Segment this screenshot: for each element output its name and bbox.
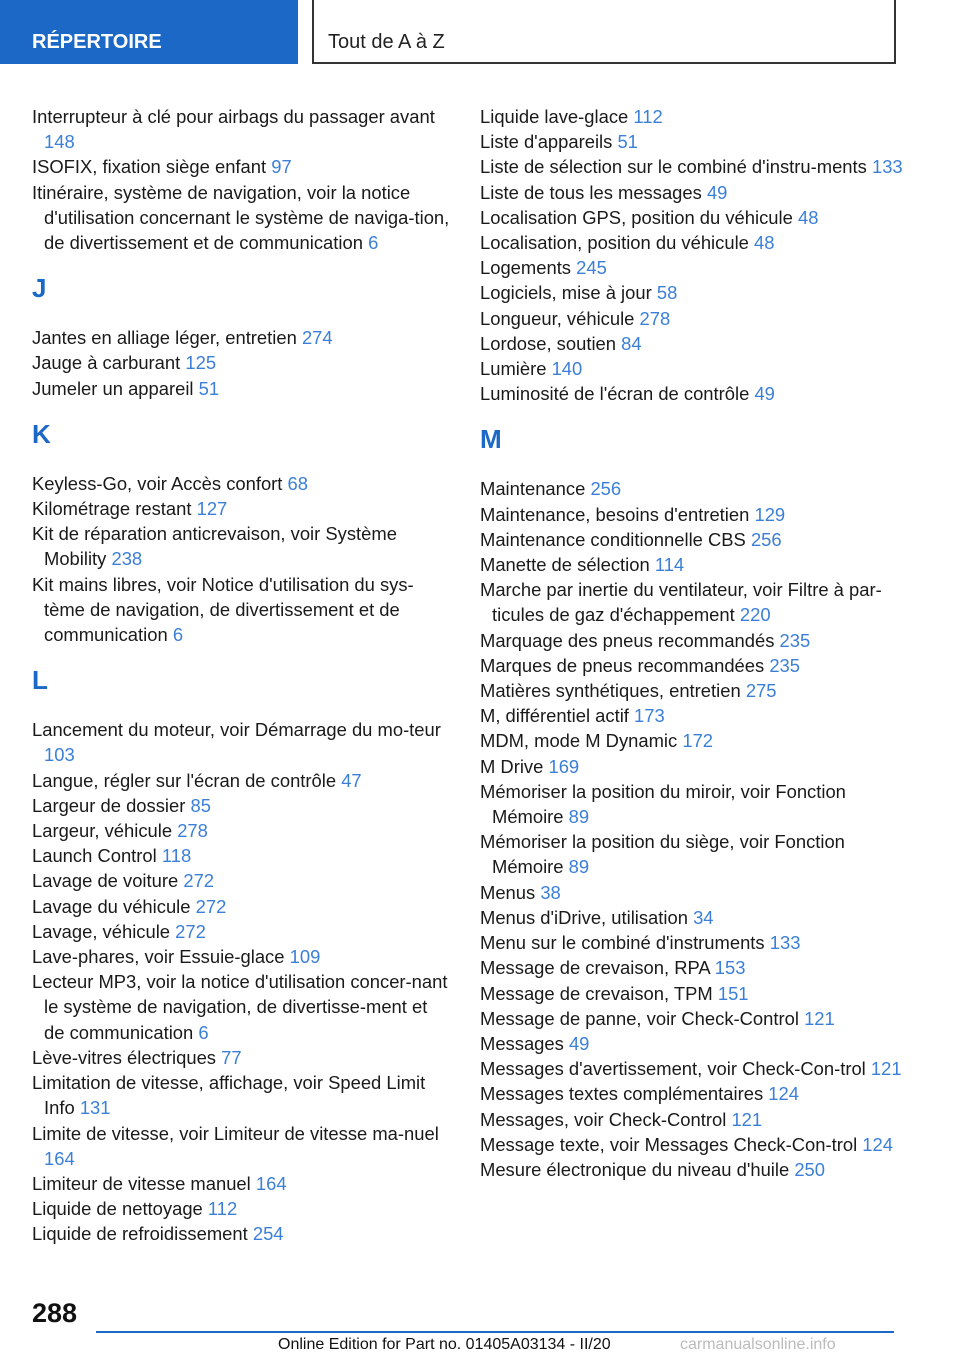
index-letter-heading: J — [32, 273, 47, 304]
page-link[interactable]: 6 — [198, 1021, 209, 1043]
index-entry — [480, 1157, 910, 1182]
index-entry-text: Liste de sélection sur le combiné d'instru-ments — [480, 156, 867, 178]
index-entry-text: Marquage des pneus recommandés — [480, 629, 775, 651]
index-entry-text: M, différentiel actif — [480, 705, 629, 727]
index-entry — [32, 350, 452, 375]
index-entry — [480, 628, 910, 653]
page-link[interactable]: 129 — [754, 503, 786, 525]
index-entry-text: Limite de vitesse, voir Limiteur de vitesse ma-nuel — [32, 1122, 439, 1144]
index-entry — [32, 325, 452, 350]
index-entry — [32, 1171, 452, 1196]
index-entry — [480, 880, 910, 905]
index-entry — [480, 381, 910, 406]
page-link[interactable]: 275 — [745, 680, 777, 702]
index-entry-text: Liquide lave-glace — [480, 106, 629, 127]
index-entry — [480, 104, 910, 129]
page-link[interactable]: 153 — [714, 957, 746, 979]
page-link[interactable]: 68 — [287, 472, 309, 494]
index-entry — [32, 154, 452, 179]
page-link[interactable]: 235 — [779, 629, 811, 651]
index-entry-text: Jumeler un appareil — [32, 377, 194, 399]
index-entry-text: Jantes en alliage léger, entretien — [32, 327, 297, 349]
index-column-left — [32, 104, 452, 1247]
index-entry — [32, 471, 452, 496]
index-entry-text: Lave-phares, voir Essuie-glace — [32, 946, 285, 968]
index-entry — [480, 779, 910, 829]
index-entry — [32, 894, 452, 919]
index-entry-text: Kilométrage restant — [32, 498, 192, 520]
index-letter-heading: K — [32, 418, 51, 449]
index-entry — [480, 1081, 910, 1106]
page-link[interactable]: 48 — [797, 206, 819, 228]
index-entry-text: M Drive — [480, 755, 544, 777]
index-entry — [480, 1056, 910, 1081]
index-entry — [32, 1221, 452, 1246]
index-entry-text: Message texte, voir Messages Check-Con-trol — [480, 1133, 858, 1155]
index-entry — [480, 552, 910, 577]
index-entry-text: ISOFIX, fixation siège enfant — [32, 156, 267, 178]
index-entry-text: Interrupteur à clé pour airbags du passager avant — [32, 106, 435, 127]
index-column-right — [480, 104, 910, 1182]
index-entry-text: Maintenance conditionnelle CBS — [480, 528, 746, 550]
index-entry — [480, 1006, 910, 1031]
index-entry — [480, 356, 910, 381]
page-link[interactable]: 97 — [271, 156, 292, 178]
index-entry-text: Messages — [480, 1032, 564, 1054]
index-entry-text: Largeur, véhicule — [32, 820, 173, 842]
page-link[interactable]: 48 — [754, 232, 775, 254]
page-link[interactable]: 112 — [207, 1198, 238, 1220]
page-link[interactable]: 114 — [654, 554, 685, 576]
page-link[interactable]: 121 — [731, 1108, 763, 1130]
index-entry — [480, 280, 910, 305]
page-link[interactable]: 103 — [44, 744, 75, 766]
index-entry — [480, 527, 910, 552]
page-link[interactable]: 112 — [633, 106, 663, 127]
index-entry — [480, 255, 910, 280]
page-link[interactable]: 133 — [769, 932, 801, 954]
page-link[interactable]: 85 — [190, 794, 211, 816]
page-link[interactable]: 49 — [568, 1032, 590, 1054]
page-link[interactable]: 256 — [750, 528, 782, 550]
index-entry — [480, 754, 910, 779]
page-link[interactable]: 169 — [548, 755, 580, 777]
index-letter-heading: L — [32, 665, 48, 696]
page-link[interactable]: 272 — [183, 870, 215, 892]
index-entry — [480, 205, 910, 230]
page-link[interactable]: 127 — [196, 498, 228, 520]
index-entry-text: Message de panne, voir Check-Control — [480, 1007, 799, 1029]
index-entry — [32, 180, 452, 256]
index-entry-text: Menus d'iDrive, utilisation — [480, 906, 688, 928]
index-entry — [32, 376, 452, 401]
index-entry-text: Longueur, véhicule — [480, 307, 635, 329]
page-link[interactable]: 254 — [252, 1223, 284, 1245]
index-entry-text: Messages d'avertissement, voir Check-Con-trol — [480, 1058, 866, 1080]
page-link[interactable]: 51 — [617, 131, 638, 153]
index-entry-text: MDM, mode M Dynamic — [480, 730, 678, 752]
index-entry-text: Lavage du véhicule — [32, 895, 191, 917]
page-link[interactable]: 47 — [341, 769, 362, 791]
page-link[interactable]: 256 — [590, 478, 622, 500]
index-entry — [32, 1045, 452, 1070]
index-entry — [32, 843, 452, 868]
index-entry-text: Lavage de voiture — [32, 870, 179, 892]
index-entry-text: Itinéraire, système de navigation, voir la notice d'utilisation concernant le système de naviga-tion, de divertissement et de communication — [32, 181, 450, 254]
index-entry-text: Mesure électronique du niveau d'huile — [480, 1158, 790, 1180]
page-link[interactable]: 124 — [862, 1133, 893, 1155]
index-entry — [32, 768, 452, 793]
index-entry — [480, 703, 910, 728]
index-entry — [480, 930, 910, 955]
index-entry-text: Kit de réparation anticrevaison, voir Système Mobility — [32, 523, 397, 570]
index-entry — [32, 944, 452, 969]
index-entry-text: Lordose, soutien — [480, 332, 616, 354]
index-entry-text: Keyless-Go, voir Accès confort — [32, 472, 283, 494]
index-entry-text: Localisation, position du véhicule — [480, 232, 749, 254]
index-entry-text: Logiciels, mise à jour — [480, 282, 652, 304]
page-link[interactable]: 51 — [198, 377, 220, 399]
page-link[interactable]: 84 — [621, 332, 642, 354]
page-link[interactable]: 274 — [301, 327, 333, 349]
index-entry — [480, 653, 910, 678]
index-entry-text: Menus — [480, 881, 536, 903]
index-entry-text: Localisation GPS, position du véhicule — [480, 206, 793, 228]
index-entry-text: Maintenance — [480, 478, 586, 500]
page-link[interactable]: 6 — [368, 232, 379, 254]
page-link[interactable]: 49 — [754, 383, 775, 405]
page-link[interactable]: 238 — [111, 548, 143, 570]
index-entry-text: Langue, régler sur l'écran de contrôle — [32, 769, 337, 791]
index-entry-text: Lève-vitres électriques — [32, 1046, 216, 1068]
index-entry-text: Limiteur de vitesse manuel — [32, 1172, 251, 1194]
index-entry — [480, 1107, 910, 1132]
page-link[interactable]: 109 — [289, 946, 321, 968]
index-entry — [32, 1196, 452, 1221]
page-link[interactable]: 118 — [161, 845, 192, 867]
page-link[interactable]: 151 — [717, 982, 749, 1004]
index-entry — [480, 829, 910, 879]
footer-divider — [96, 1331, 894, 1333]
index-entry-text: Menu sur le combiné d'instruments — [480, 932, 765, 954]
page-link[interactable]: 272 — [175, 920, 206, 942]
page-link[interactable]: 131 — [79, 1097, 111, 1119]
index-entry — [32, 919, 452, 944]
chapter-title: Tout de A à Z — [312, 0, 896, 64]
edition-note: Online Edition for Part no. 01405A03134 - II/20 — [278, 1336, 611, 1353]
index-entry-text: Liste d'appareils — [480, 131, 613, 153]
index-entry-text: Matières synthétiques, entretien — [480, 680, 741, 702]
index-entry — [32, 717, 452, 767]
page-link[interactable]: 173 — [634, 705, 665, 727]
index-entry — [32, 496, 452, 521]
index-entry — [32, 1121, 452, 1171]
page-link[interactable]: 164 — [255, 1172, 287, 1194]
index-entry — [480, 502, 910, 527]
page-link[interactable]: 34 — [693, 906, 714, 928]
index-entry-text: Lecteur MP3, voir la notice d'utilisation concer-nant le système de navigation, de divertisse-ment et de communication — [32, 971, 448, 1043]
page-link[interactable]: 278 — [177, 820, 208, 842]
index-entry — [480, 955, 910, 980]
index-entry — [480, 180, 910, 205]
page-link[interactable]: 6 — [172, 624, 184, 646]
page-link[interactable]: 235 — [769, 654, 801, 676]
index-entry-text: Logements — [480, 257, 571, 279]
index-entry — [480, 1132, 910, 1157]
page-link[interactable]: 38 — [540, 881, 561, 903]
index-entry-text: Lumière — [480, 358, 547, 380]
index-entry-text: Launch Control — [32, 845, 157, 867]
page-link[interactable]: 89 — [568, 806, 590, 828]
page-link[interactable]: 172 — [682, 730, 714, 752]
index-entry-text: Message de crevaison, RPA — [480, 957, 710, 979]
index-entry — [32, 572, 452, 648]
index-entry-text: Liquide de nettoyage — [32, 1198, 203, 1220]
page-link[interactable]: 133 — [871, 156, 903, 178]
index-letter-heading: M — [480, 424, 502, 455]
index-entry — [32, 969, 452, 1045]
page-link[interactable]: 125 — [185, 352, 217, 374]
page-link[interactable]: 121 — [870, 1058, 902, 1080]
page-link[interactable]: 272 — [195, 895, 227, 917]
page-link[interactable]: 148 — [44, 131, 75, 153]
index-entry — [480, 981, 910, 1006]
page-link[interactable]: 220 — [739, 604, 771, 626]
section-tab[interactable]: RÉPERTOIRE — [0, 0, 298, 64]
index-entry-text: Mémoriser la position du miroir, voir Fonction Mémoire — [480, 780, 846, 828]
index-entry — [32, 818, 452, 843]
index-entry — [32, 868, 452, 893]
index-entry — [480, 905, 910, 930]
index-entry — [480, 476, 910, 501]
page-link[interactable]: 49 — [706, 181, 728, 203]
page-link[interactable]: 140 — [551, 358, 583, 380]
index-entry — [32, 793, 452, 818]
index-entry — [480, 331, 910, 356]
index-entry-text: Mémoriser la position du siège, voir Fonction Mémoire — [480, 831, 845, 878]
index-entry-text: Liquide de refroidissement — [32, 1223, 248, 1245]
index-entry-text: Liste de tous les messages — [480, 181, 702, 203]
index-entry — [480, 230, 910, 255]
watermark: carmanualsonline.info — [680, 1336, 836, 1353]
index-entry — [480, 129, 910, 154]
index-entry-text: Largeur de dossier — [32, 794, 186, 816]
page-link[interactable]: 250 — [794, 1158, 826, 1180]
index-entry-text: Kit mains libres, voir Notice d'utilisation du sys-tème de navigation, de divertissement et de communication — [32, 573, 414, 646]
index-entry-text: Luminosité de l'écran de contrôle — [480, 383, 750, 405]
index-entry — [32, 1070, 452, 1120]
index-entry — [32, 104, 452, 154]
index-entry-text: Lancement du moteur, voir Démarrage du mo-teur — [32, 719, 441, 741]
index-entry — [480, 154, 910, 179]
page-link[interactable]: 121 — [804, 1007, 835, 1029]
index-entry-text: Message de crevaison, TPM — [480, 982, 713, 1004]
index-entry-text: Marques de pneus recommandées — [480, 654, 765, 676]
page-link[interactable]: 124 — [768, 1083, 799, 1105]
page-link[interactable]: 164 — [44, 1147, 75, 1169]
page-number: 288 — [32, 1298, 78, 1328]
index-entry-text: Manette de sélection — [480, 554, 650, 576]
index-entry — [480, 1031, 910, 1056]
index-entry-text: Maintenance, besoins d'entretien — [480, 503, 750, 525]
index-entry-text: Jauge à carburant — [32, 352, 181, 374]
page-header — [0, 0, 960, 66]
page-link[interactable]: 89 — [568, 856, 590, 878]
index-entry — [480, 728, 910, 753]
page-link[interactable]: 245 — [576, 257, 607, 279]
page-link[interactable]: 58 — [656, 282, 678, 304]
index-entry — [32, 521, 452, 571]
index-entry-text: Messages textes complémentaires — [480, 1083, 764, 1105]
index-entry — [480, 678, 910, 703]
index-entry — [480, 577, 910, 627]
index-entry-text: Messages, voir Check-Control — [480, 1108, 727, 1130]
index-entry-text: Limitation de vitesse, affichage, voir Speed Limit Info — [32, 1072, 426, 1119]
page-link[interactable]: 278 — [639, 307, 671, 329]
index-entry — [480, 306, 910, 331]
index-entry-text: Lavage, véhicule — [32, 920, 171, 942]
index-entry-text: Marche par inertie du ventilateur, voir Filtre à par-ticules de gaz d'échappement — [480, 579, 882, 626]
page-link[interactable]: 77 — [221, 1046, 242, 1068]
